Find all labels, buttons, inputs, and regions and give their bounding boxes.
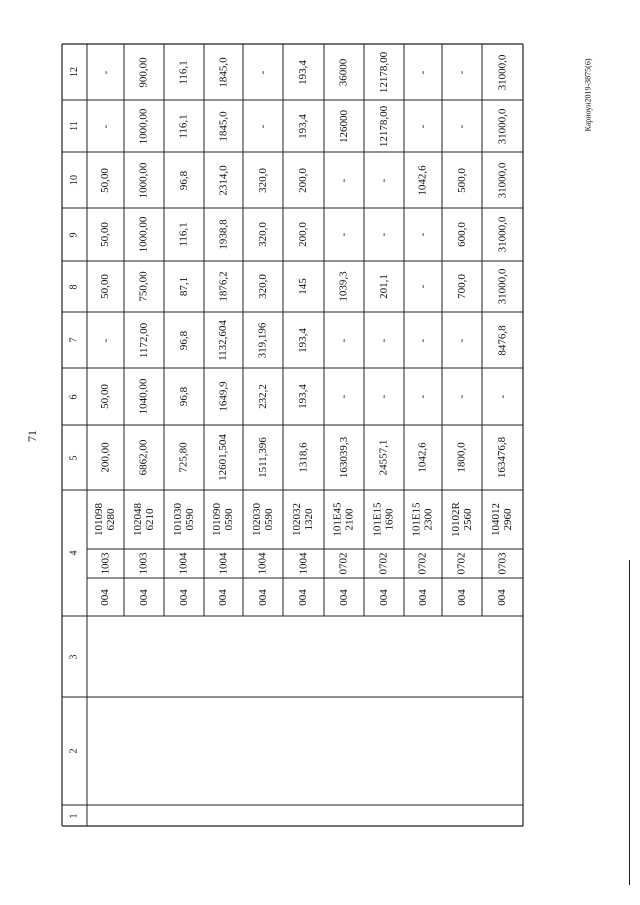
table-cell: 116,1 <box>177 222 190 247</box>
table-cell: - <box>455 338 468 342</box>
table-cell: - <box>98 70 111 74</box>
table-cell: 96,8 <box>177 386 190 407</box>
table-cell: - <box>256 124 269 128</box>
table-cell: 1845,0 <box>217 56 230 88</box>
table-cell: 1040,00 <box>137 378 150 415</box>
table-cell: 600,0 <box>455 222 468 247</box>
table-cell: 004 <box>455 588 468 606</box>
table-cell: 31000,0 <box>495 162 508 198</box>
table-cell: 004 <box>495 588 508 606</box>
header-cell-2: 2 <box>68 748 80 754</box>
table-cell: 50,00 <box>98 384 111 409</box>
table-cell: 104012 2960 <box>489 503 514 537</box>
table-cell: - <box>416 338 429 342</box>
table-cell: - <box>98 338 111 342</box>
table-cell: 320,0 <box>256 167 269 193</box>
table-cell: 8476,8 <box>496 324 509 356</box>
table-cell: 116,1 <box>177 113 190 139</box>
table-cell: 145 <box>296 278 309 295</box>
header-cell-11: 11 <box>68 121 80 131</box>
table-cell: 201,1 <box>377 274 390 299</box>
table-cell: 004 <box>98 588 111 606</box>
table-cell: 102032 1320 <box>290 503 315 537</box>
table-cell: 1132,604 <box>216 319 229 361</box>
table-cell: 1172,00 <box>137 322 150 358</box>
table-cell: 320,0 <box>256 222 269 247</box>
document-side-label: Кариоун2019-3875(6) <box>583 58 593 132</box>
table-cell: 12178,00 <box>377 51 390 93</box>
table-cell: 1004 <box>297 552 309 575</box>
table-cell: - <box>377 178 390 182</box>
table-cell: 1511,396 <box>256 437 269 478</box>
header-cell-6: 6 <box>68 394 80 399</box>
table-cell: 1003 <box>99 552 111 575</box>
table-cell: - <box>416 394 429 399</box>
table-cell: - <box>416 284 429 289</box>
table-cell: 004 <box>216 588 229 606</box>
table-cell: 96,8 <box>177 170 190 190</box>
table-cell: 1000,00 <box>137 162 150 198</box>
table-cell: 10102R 2560 <box>449 502 473 537</box>
table-cell: 96,8 <box>177 330 190 350</box>
table-cell: 24557,1 <box>377 439 390 476</box>
table-cell: 1876,2 <box>217 271 230 302</box>
table-cell: 0702 <box>455 552 468 575</box>
table-cell: 1042,6 <box>416 164 429 196</box>
table-cell: 31000,0 <box>495 268 508 305</box>
table-cell: 102048 6210 <box>131 503 155 537</box>
table-cell: 6862,00 <box>137 439 150 476</box>
table-cell: 31000,0 <box>495 108 508 144</box>
table-cell: 31000,0 <box>495 54 508 90</box>
table-cell: - <box>377 394 390 399</box>
table-cell: - <box>455 124 468 128</box>
table-cell: 319,196 <box>256 322 269 358</box>
table-cell: 2314,0 <box>217 164 230 196</box>
table-cell: - <box>337 394 350 399</box>
table-cell: 101E15 2300 <box>410 502 435 537</box>
table-cell: - <box>377 232 390 237</box>
table-cell: 004 <box>177 588 190 606</box>
table-cell: 163039,3 <box>337 436 350 479</box>
table-cell: 900,00 <box>137 56 150 88</box>
table-cell: 200,0 <box>296 167 309 193</box>
table-cell: 116,1 <box>177 59 190 85</box>
table-cell: - <box>337 178 350 182</box>
table-cell: - <box>416 70 429 74</box>
table-cell: 101E45 2100 <box>331 502 356 537</box>
table-cell: 36000 <box>337 58 350 86</box>
table-cell: 193,4 <box>296 59 309 85</box>
table-cell: 004 <box>337 588 350 606</box>
table-cell: 193,4 <box>296 384 309 409</box>
table-cell: 1003 <box>137 552 150 575</box>
table-cell: 004 <box>296 588 309 606</box>
table-cell: 004 <box>137 588 150 606</box>
table-cell: 1039,3 <box>337 271 350 302</box>
table-cell: 725,80 <box>177 442 190 473</box>
table-cell: 12178,00 <box>377 105 390 147</box>
table-cell: 12601,504 <box>216 434 229 481</box>
table-cell: 50,00 <box>98 167 111 193</box>
table-cell: 193,4 <box>296 113 309 139</box>
table-cell: - <box>256 70 269 74</box>
table-cell: 200,0 <box>296 222 309 247</box>
header-cell-5: 5 <box>68 455 80 460</box>
table-cell: 1000,00 <box>137 108 150 144</box>
header-cell-10: 10 <box>68 175 80 185</box>
table-cell: - <box>416 124 429 128</box>
table-cell: 1938,8 <box>217 219 230 250</box>
table-cell: 50,00 <box>98 274 111 299</box>
table-cell: 1318,6 <box>297 442 310 473</box>
table-cell: - <box>455 394 468 399</box>
table-cell: 0702 <box>337 552 350 575</box>
table-cell: - <box>98 124 111 128</box>
table-cell: 101090 0590 <box>210 503 235 537</box>
table-cell: 700,0 <box>455 274 468 299</box>
table-cell: 0702 <box>377 552 390 575</box>
table-cell: 0703 <box>496 552 508 575</box>
table-cell: 1000,00 <box>137 216 150 253</box>
table-cell: 163476,8 <box>496 436 509 479</box>
table-cell: 320,0 <box>256 274 269 299</box>
header-cell-9: 9 <box>68 232 80 237</box>
header-cell-1: 1 <box>68 813 80 818</box>
table-cell: 87,1 <box>177 276 190 297</box>
table-cell: 193,4 <box>296 327 309 353</box>
table-cell: 1004 <box>177 552 190 575</box>
table-cell: 004 <box>416 588 429 606</box>
table-cell: 101098 6280 <box>92 503 117 537</box>
table-cell: 004 <box>377 588 390 606</box>
table-cell: 1845,0 <box>217 110 230 142</box>
table-cell: 31000,0 <box>495 216 508 253</box>
table-cell: 500,0 <box>455 167 468 193</box>
table-cell: 50,00 <box>98 222 111 247</box>
table-cell: - <box>416 232 429 237</box>
table-cell: 0702 <box>416 552 429 575</box>
table-cell: - <box>337 232 350 237</box>
table-cell: 1004 <box>217 552 229 575</box>
table-cell: 1649,9 <box>217 381 230 412</box>
header-cell-3: 3 <box>68 654 80 659</box>
table-cell: 232,2 <box>256 384 269 409</box>
table-cell: 102030 0590 <box>250 503 274 537</box>
table-cell: - <box>455 70 468 74</box>
header-cell-4: 4 <box>68 550 80 556</box>
page-number: 71 <box>25 430 39 442</box>
table-cell: - <box>377 338 390 342</box>
table-cell: 750,00 <box>137 271 150 302</box>
table-cell: 1800,0 <box>455 442 468 473</box>
header-cell-7: 7 <box>68 337 80 343</box>
table-cell: 200,00 <box>99 442 112 473</box>
table-cell: 1004 <box>256 552 269 575</box>
table-cell: 101030 0590 <box>171 503 195 537</box>
table-cell: 004 <box>256 588 269 606</box>
table-cell: 126000 <box>337 109 350 143</box>
table-cell: - <box>337 338 350 342</box>
header-cell-8: 8 <box>68 284 80 289</box>
header-cell-12: 12 <box>68 67 80 77</box>
table-cell: 1042,6 <box>416 442 429 473</box>
table-cell: 101E15 1690 <box>371 502 396 537</box>
table-cell: - <box>495 394 508 399</box>
